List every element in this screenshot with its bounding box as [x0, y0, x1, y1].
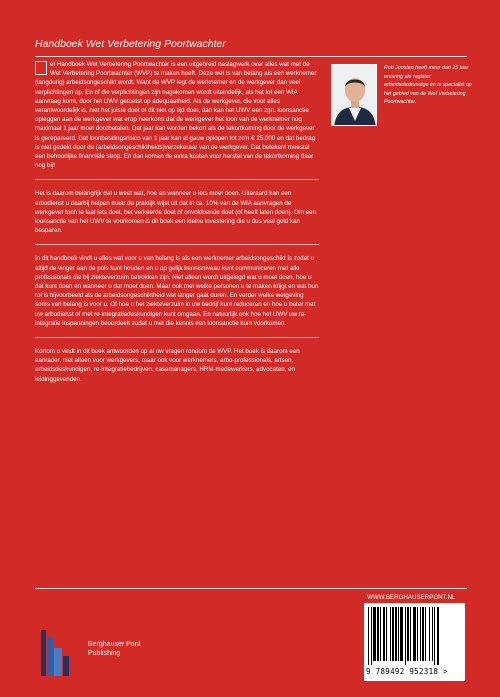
isbn-number: 9 789492 952318 > [366, 667, 448, 676]
paragraph-2: Het is daarom belangrijk dat u weet wat, hoe en wanneer u iets moet doen. Uiteraard kan een arbodienst u daarbij helpen maar de praktijk wijst uit dat in ca. 10% van de WIA aanvragen de werkgever toch te laat iets doet, het verkeerde doet of onvoldoende doet (of heeft laten doen). Om een loonsanctie van het UWV te voorkomen is dit boek een kleine investering die u dus veel geld kan besparen. [35, 190, 317, 235]
footer-divider [35, 588, 467, 589]
barcode-icon [364, 603, 465, 665]
publisher-url[interactable]: WWW.BERGHAUSERPONT.NL [367, 594, 456, 601]
paragraph-3: In dit handboek vindt u alles wat voor u van belang is als een werknemer arbeidsongeschikt is zodat u altijd de vinger aan de pols kunt houden en u op gelijk kennisniveau kunt communiceren met alle professionals die bij ziekteverzuim betrokken zijn. Niet alleen wordt uitgelegd wat u moet doen, hoe u dat kunt doen en wanneer u dat moet doen. Maar ook met welke personen u te maken krijgt en wat hun rol is bijvoorbeeld als de arbeidsongeschiktheid wat langer gaat duren. En verder welke wetgeving soms van belang is voor u. Of hoe u het ziekteverzuim in uw bedrijf kunt reduceren en hoe u beter met uw arbodienst of met re-integratiedeskundigen kunt omgaan. En natuurlijk ook hoe het UWV uw re-integratie inspanningen beoordeelt zodat u met die kennis een loonsanctie kunt voorkomen. [35, 255, 319, 327]
paragraph-1: et Handboek Wet Verbetering Poortwachter is een uitgebreid naslagwerk over alles wat met de Wet Verbetering Poortwachter (WVP) te maken heeft. Deze wet is van belang als een werknemer (langdurig) arbeidsongeschikt wordt. Want de WVP legt de werknemer en de werkgever dan veel verplichtingen op. En of die verplichtingen zijn nagekomen wordt uiteindelijk, als het tot een WIA aanvraag komt, door het UWV getoetst op adequaatheid. Als de werkgever, die voor alles verantwoordelijk is, niet het juiste doet of dit niet op tijd doet, dan kan het UWV een zgn. loonsanctie opleggen aan de werkgever wat erop neerkomt dat de werkgever het loon van de werknemer nog maximaal 1 jaar moet doorbetalen. Dat jaar kan worden bekort als de tekortkoming door de werkgever is gerepareerd. Dat loonbetalingsrisico van 1 jaar kan al gauw oplopen tot zo'n € 25.000 en dat bedrag is niet gedekt door de (arbeidsongeschiktheids)verzekeraar van de werkgever. Dat betekent meestal een behoorlijke financiële strop. En dan komen de extra kosten voor herstel van de tekortkoming daar nog bij! [35, 61, 317, 170]
publisher-name-line1: Berghauser Pont [88, 641, 141, 648]
description-column [35, 60, 319, 393]
publisher-name [88, 640, 141, 658]
paragraph-4: Kortom u vindt in dit boek antwoorden op al uw vragen rondom de WVP. Het boek is daarom een aanrader, niet alleen voor werkgevers, maar ook voor werknemers, arbo-professionals, artsen, arbeidsdeskundigen, re-integratiebedrijven, casemanagers, HRM-medewerkers, advocaten, en leidinggevenden. [35, 348, 300, 383]
author-bio: Rob Joosten heeft meer dan 15 jaar ervaring als register arbeidsdeskundige en is specialist op het gebied van de Wet Verbetering Poortwachter. [384, 65, 472, 106]
publisher-logo-icon [37, 624, 85, 676]
paragraph-divider [35, 337, 319, 338]
book-title: Handboek Wet Verbetering Poortwachter [35, 38, 226, 50]
paragraph-divider [35, 244, 319, 245]
publisher-name-line2: Publishing [88, 650, 121, 657]
author-photo [331, 64, 377, 126]
drop-cap-h [35, 61, 47, 75]
title-divider [35, 56, 467, 57]
paragraph-divider [35, 179, 319, 180]
